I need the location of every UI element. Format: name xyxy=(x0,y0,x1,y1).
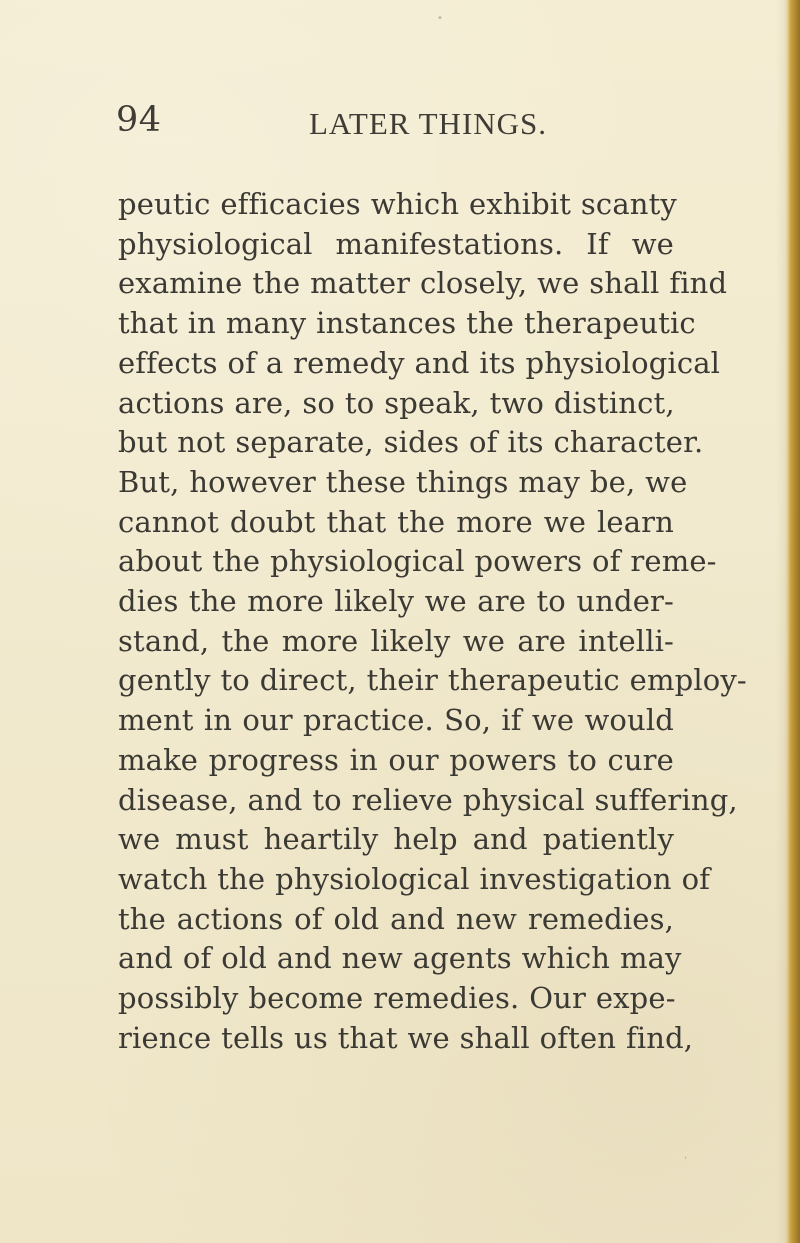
text-line: gently to direct, their therapeutic employ- xyxy=(118,663,747,698)
text-line: effects of a remedy and its physiological xyxy=(118,345,721,380)
text-line: actions are, so to speak, two distinct, xyxy=(118,385,675,420)
running-title: LATER THINGS. xyxy=(309,106,548,141)
page-edge xyxy=(785,0,800,1243)
paper-speck: • xyxy=(437,13,443,24)
text-line: the actions of old and new remedies, xyxy=(118,901,674,936)
text-line: but not separate, sides of its character. xyxy=(118,425,704,460)
page-header xyxy=(116,100,676,160)
text-line: rience tells us that we shall often find, xyxy=(118,1020,694,1055)
text-line: about the physiological powers of reme- xyxy=(118,544,717,579)
body-text xyxy=(118,185,747,1058)
text-line: and of old and new agents which may xyxy=(118,941,682,976)
text-line: peutic efficacies which exhibit scanty xyxy=(118,187,677,221)
text-line: examine the matter closely, we shall find xyxy=(118,266,728,301)
page-number: 94 xyxy=(116,100,162,140)
text-line: dies the more likely we are to under- xyxy=(118,584,674,619)
text-line: that in many instances the therapeutic xyxy=(118,306,696,341)
text-line: disease, and to relieve physical suffering, xyxy=(118,782,738,817)
text-line: watch the physiological investigation of xyxy=(118,861,711,896)
text-line: But, however these things may be, we xyxy=(118,464,688,499)
text-line: we must heartily help and patiently xyxy=(118,822,674,857)
text-line: ment in our practice. So, if we would xyxy=(118,703,674,738)
text-line: possibly become remedies. Our expe- xyxy=(118,981,676,1016)
text-line: physiological manifestations. If we xyxy=(118,226,674,261)
text-line: cannot doubt that the more we learn xyxy=(118,504,674,539)
paper-speck: , xyxy=(684,1150,688,1161)
text-line: make progress in our powers to cure xyxy=(118,742,674,777)
text-line: stand, the more likely we are intelli- xyxy=(118,623,674,658)
